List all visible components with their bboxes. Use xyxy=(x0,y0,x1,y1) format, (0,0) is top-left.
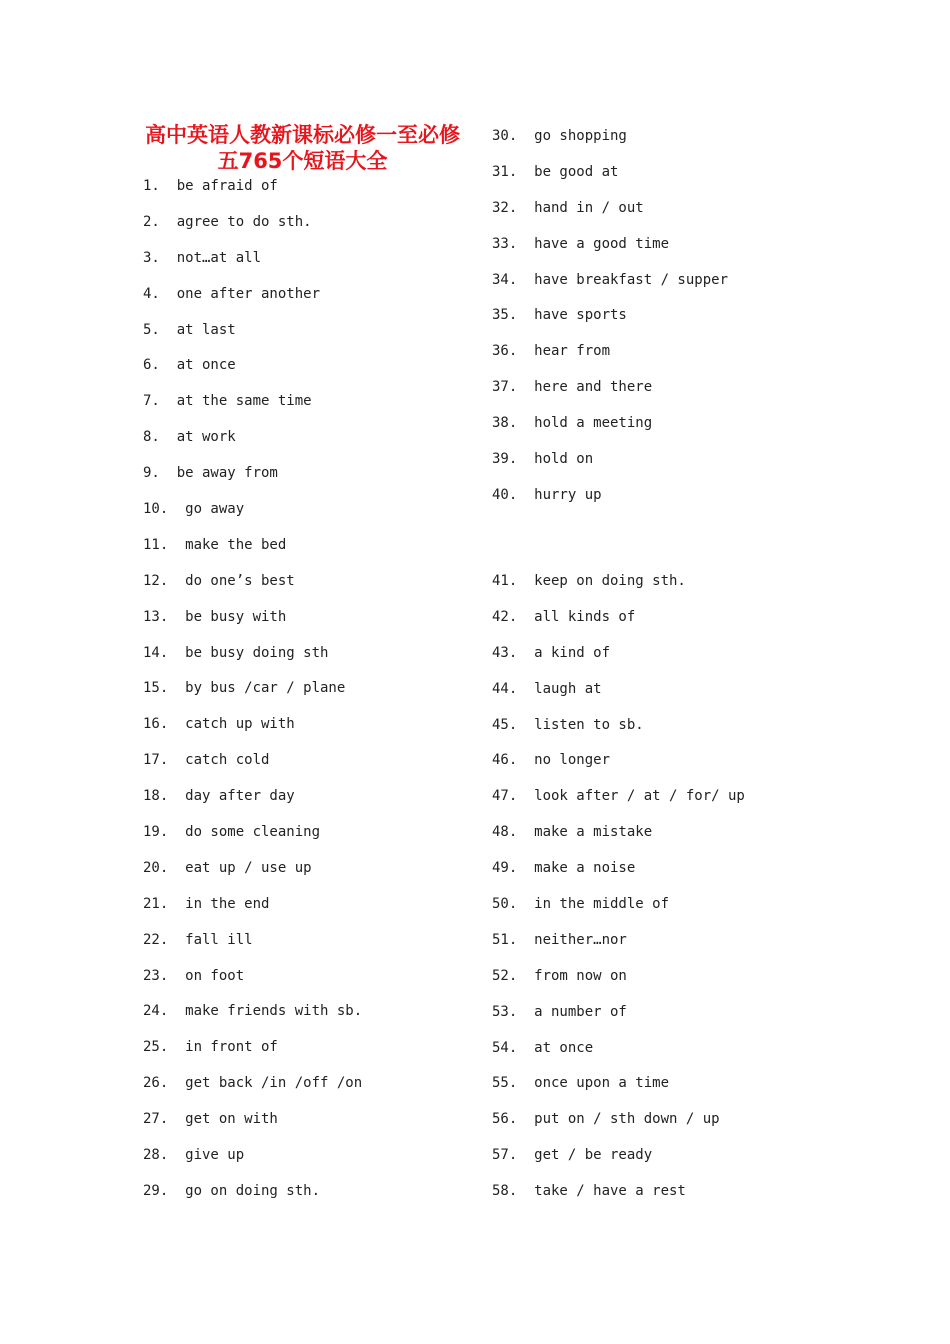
phrase-item: 48. make a mistake xyxy=(492,824,653,841)
phrase-item: 22. fall ill xyxy=(143,931,253,948)
phrase-item: 26. get back /in /off /on xyxy=(143,1075,363,1092)
phrase-item: 55. once upon a time xyxy=(492,1075,670,1092)
phrase-item: 58. take / have a rest xyxy=(492,1183,686,1200)
phrase-item: 15. by bus /car / plane xyxy=(143,680,346,697)
phrase-item: 45. listen to sb. xyxy=(492,716,644,733)
phrase-item: 46. no longer xyxy=(492,752,611,769)
phrase-item: 29. go on doing sth. xyxy=(143,1182,321,1199)
phrase-item: 52. from now on xyxy=(492,967,627,984)
phrase-item: 5. at last xyxy=(143,321,236,338)
phrase-item: 7. at the same time xyxy=(143,393,312,410)
phrase-item: 39. hold on xyxy=(492,451,594,468)
phrase-item: 6. at once xyxy=(143,357,236,374)
phrase-item: 16. catch up with xyxy=(143,716,295,733)
phrase-item: 31. be good at xyxy=(492,163,619,180)
phrase-item: 34. have breakfast / supper xyxy=(492,271,729,288)
phrase-item: 24. make friends with sb. xyxy=(143,1003,363,1020)
phrase-item: 43. a kind of xyxy=(492,644,611,661)
phrase-item: 20. eat up / use up xyxy=(143,859,312,876)
phrase-item: 19. do some cleaning xyxy=(143,824,321,841)
phrase-item: 11. make the bed xyxy=(143,536,287,553)
phrase-item: 25. in front of xyxy=(143,1039,278,1056)
phrase-item: 33. have a good time xyxy=(492,235,670,252)
phrase-list-right-bottom xyxy=(492,571,745,1217)
phrase-item: 42. all kinds of xyxy=(492,608,636,625)
phrase-item: 1. be afraid of xyxy=(143,178,278,194)
phrase-item: 35. have sports xyxy=(492,307,627,324)
phrase-item: 41. keep on doing sth. xyxy=(492,573,686,589)
phrase-item: 56. put on / sth down / up xyxy=(492,1111,720,1128)
phrase-list-left xyxy=(143,176,362,1217)
phrase-item: 9. be away from xyxy=(143,465,278,482)
phrase-item: 27. get on with xyxy=(143,1111,278,1128)
phrase-item: 14. be busy doing sth xyxy=(143,644,329,661)
phrase-item: 50. in the middle of xyxy=(492,896,670,913)
phrase-item: 3. not…at all xyxy=(143,249,262,266)
document-title: 高中英语人教新课标必修一至必修五765个短语大全 xyxy=(145,123,460,173)
phrase-item: 10. go away xyxy=(143,501,245,518)
phrase-list-right-top xyxy=(492,126,728,521)
phrase-item: 28. give up xyxy=(143,1147,245,1164)
phrase-item: 13. be busy with xyxy=(143,608,287,625)
phrase-item: 2. agree to do sth. xyxy=(143,213,312,230)
phrase-item: 18. day after day xyxy=(143,788,295,805)
phrase-item: 12. do one’s best xyxy=(143,572,295,589)
phrase-item: 51. neither…nor xyxy=(492,931,627,948)
phrase-item: 30. go shopping xyxy=(492,128,627,144)
phrase-item: 57. get / be ready xyxy=(492,1147,653,1164)
phrase-item: 23. on foot xyxy=(143,967,245,984)
phrase-item: 17. catch cold xyxy=(143,752,270,769)
phrase-item: 40. hurry up xyxy=(492,486,602,503)
phrase-item: 38. hold a meeting xyxy=(492,415,653,432)
phrase-item: 49. make a noise xyxy=(492,860,636,877)
phrase-item: 8. at work xyxy=(143,429,236,446)
phrase-item: 54. at once xyxy=(492,1039,594,1056)
phrase-item: 4. one after another xyxy=(143,285,321,302)
phrase-item: 47. look after / at / for/ up xyxy=(492,788,745,805)
phrase-item: 37. here and there xyxy=(492,379,653,396)
phrase-item: 36. hear from xyxy=(492,343,611,360)
phrase-item: 44. laugh at xyxy=(492,680,602,697)
phrase-item: 32. hand in / out xyxy=(492,199,644,216)
phrase-item: 53. a number of xyxy=(492,1003,627,1020)
phrase-item: 21. in the end xyxy=(143,895,270,912)
